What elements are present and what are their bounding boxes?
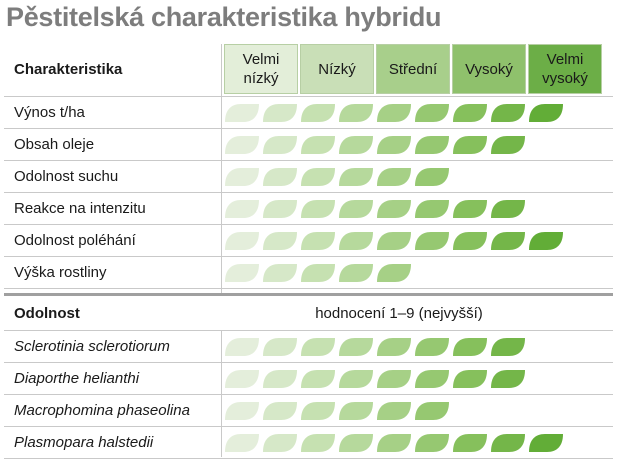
characteristics-header-label: Charakteristika [14, 61, 123, 78]
rating-leaf-icon [224, 263, 260, 283]
table-row [0, 193, 633, 225]
rating-leaf-icon [338, 103, 374, 123]
rating-leaf-icon [300, 433, 336, 453]
rating-leaf-icon [224, 337, 260, 357]
rating-leaf-icon [224, 433, 260, 453]
rating-leaf-icon [262, 337, 298, 357]
rating-leaf-icon [338, 263, 374, 283]
rating-leaf-icon [338, 231, 374, 251]
level-high [452, 44, 526, 94]
rating-leaf-icon [490, 369, 526, 389]
level-label: Velmi nízký [242, 51, 280, 87]
row-divider [4, 288, 613, 289]
rating-leaf-icon [300, 231, 336, 251]
table-row [0, 97, 633, 129]
rating-leaf-icon [338, 369, 374, 389]
row-label: Macrophomina phaseolina [14, 402, 190, 419]
rating-leaf-icon [414, 337, 450, 357]
table-row [0, 395, 633, 427]
rating-leaf-icon [490, 231, 526, 251]
rating-leaf-icon [528, 103, 564, 123]
rating-leaf-icon [376, 369, 412, 389]
rating-leaf-icon [414, 103, 450, 123]
rating-leaf-icon [262, 401, 298, 421]
rating-leaf-icon [528, 433, 564, 453]
rating-leaf-icon [262, 263, 298, 283]
rating-leaf-icon [414, 231, 450, 251]
level-very-high [528, 44, 602, 94]
level-label: Nízký [318, 60, 356, 78]
table-row [0, 331, 633, 363]
rating-leaf-icon [376, 231, 412, 251]
rating-leaf-icon [376, 103, 412, 123]
rating-leaf-icon [262, 167, 298, 187]
rating-leaf-icon [414, 135, 450, 155]
rating-leaf-icon [528, 231, 564, 251]
rating-leaf-icon [490, 135, 526, 155]
rating-leaf-icon [376, 167, 412, 187]
rating-leaf-icon [300, 199, 336, 219]
rating-leaf-icon [224, 167, 260, 187]
row-label: Plasmopara halstedii [14, 434, 154, 451]
rating-leaf-icon [262, 433, 298, 453]
table-row [0, 225, 633, 257]
rating-leaf-icon [452, 199, 488, 219]
row-label: Sclerotinia sclerotiorum [14, 338, 170, 355]
rating-leaf-icon [452, 369, 488, 389]
rating-leaf-icon [490, 337, 526, 357]
rating-leaf-icon [490, 433, 526, 453]
rating-leaf-icon [338, 135, 374, 155]
row-label: Výnos t/ha [14, 104, 85, 121]
rating-leaf-icon [300, 369, 336, 389]
resistance-header-label: Odolnost [14, 305, 80, 322]
rating-leaf-icon [452, 231, 488, 251]
table-row [0, 363, 633, 395]
rating-scale-note: hodnocení 1–9 (nejvyšší) [315, 305, 483, 322]
rating-leaf-icon [262, 199, 298, 219]
rating-leaf-icon [300, 263, 336, 283]
rating-leaf-icon [224, 199, 260, 219]
row-label: Odolnost poléhání [14, 232, 136, 249]
rating-leaf-icon [262, 369, 298, 389]
table-row [0, 257, 633, 289]
level-medium [376, 44, 450, 94]
rating-leaf-icon [376, 433, 412, 453]
rating-leaf-icon [490, 199, 526, 219]
row-label: Diaporthe helianthi [14, 370, 140, 387]
rating-leaf-icon [224, 135, 260, 155]
rating-leaf-icon [376, 337, 412, 357]
characteristics-header-row [0, 44, 633, 96]
rating-leaf-icon [338, 337, 374, 357]
level-label: Střední [388, 60, 438, 78]
rating-leaf-icon [414, 401, 450, 421]
row-label: Výška rostliny [14, 264, 107, 281]
row-divider [4, 458, 613, 459]
table-row [0, 427, 633, 459]
rating-leaf-icon [414, 167, 450, 187]
rating-leaf-icon [262, 135, 298, 155]
rating-leaf-icon [338, 433, 374, 453]
rating-leaf-icon [224, 401, 260, 421]
table-row [0, 161, 633, 193]
table-row [0, 129, 633, 161]
rating-leaf-icon [338, 199, 374, 219]
rating-leaf-icon [376, 263, 412, 283]
resistance-header-row [0, 296, 633, 330]
rating-leaf-icon [490, 103, 526, 123]
rating-leaf-icon [338, 167, 374, 187]
rating-leaf-icon [376, 135, 412, 155]
rating-leaf-icon [224, 103, 260, 123]
rating-leaf-icon [414, 199, 450, 219]
rating-leaf-icon [338, 401, 374, 421]
rating-leaf-icon [300, 337, 336, 357]
rating-leaf-icon [452, 337, 488, 357]
rating-leaf-icon [452, 103, 488, 123]
rating-leaf-icon [300, 167, 336, 187]
rating-leaf-icon [452, 135, 488, 155]
rating-leaf-icon [262, 103, 298, 123]
rating-leaf-icon [300, 135, 336, 155]
row-label: Odolnost suchu [14, 168, 119, 185]
rating-leaf-icon [376, 199, 412, 219]
row-label: Reakce na intenzitu [14, 200, 146, 217]
rating-leaf-icon [414, 433, 450, 453]
rating-leaf-icon [262, 231, 298, 251]
rating-leaf-icon [414, 369, 450, 389]
rating-leaf-icon [300, 401, 336, 421]
rating-leaf-icon [224, 369, 260, 389]
level-label: Velmi vysoký [542, 51, 588, 87]
rating-leaf-icon [300, 103, 336, 123]
rating-leaf-icon [224, 231, 260, 251]
row-label: Obsah oleje [14, 136, 95, 153]
level-low [300, 44, 374, 94]
rating-leaf-icon [452, 433, 488, 453]
page-title: Pěstitelská charakteristika hybridu [6, 2, 442, 32]
level-very-low [224, 44, 298, 94]
level-label: Vysoký [465, 60, 513, 78]
rating-leaf-icon [376, 401, 412, 421]
